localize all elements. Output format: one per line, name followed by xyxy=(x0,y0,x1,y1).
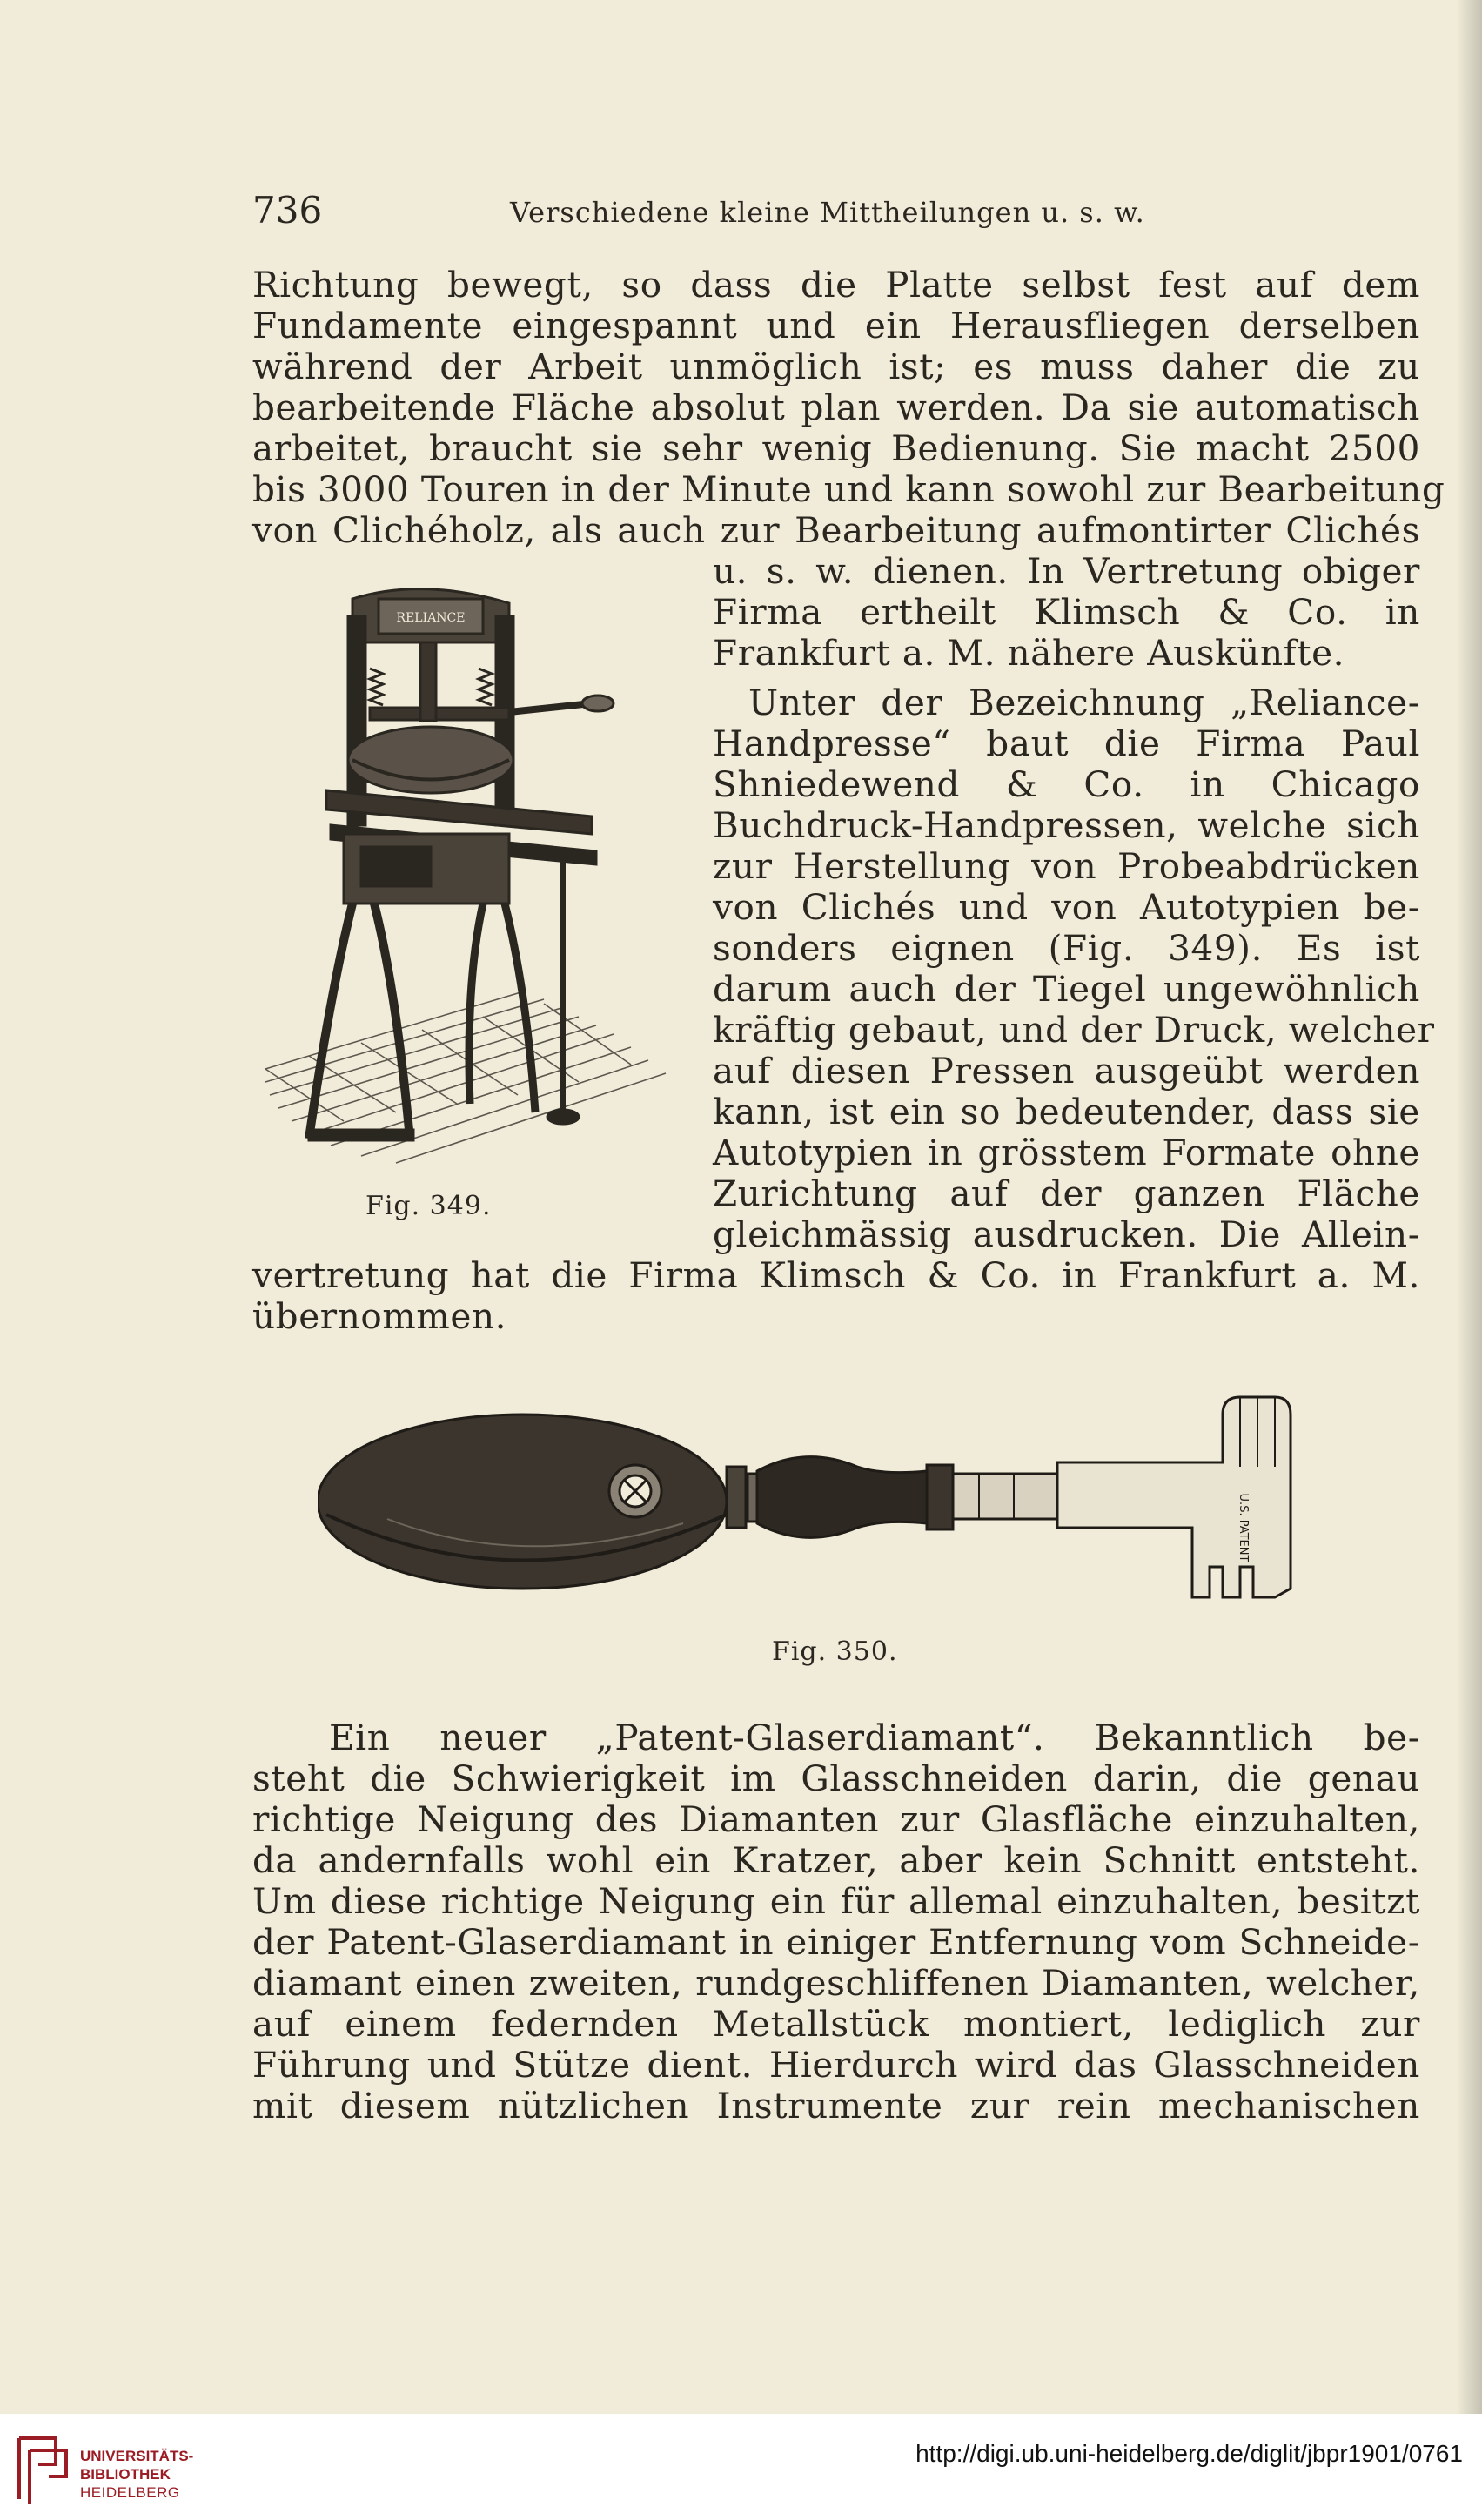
text-line: darum auch der Tiegel ungewöhnlich xyxy=(713,968,1420,1010)
text-line: der Patent-Glaserdiamant in einiger Entfernung vom Schneide- xyxy=(252,1921,1420,1963)
figure-350-glass-diamond-illustration xyxy=(318,1362,1345,1615)
text-line: da andernfalls wohl ein Kratzer, aber kein Schnitt entsteht. xyxy=(252,1839,1420,1881)
logo-line-2: BIBLIOTHEK xyxy=(80,2466,171,2483)
text-line: Richtung bewegt, so dass die Platte selbst fest auf dem xyxy=(252,264,1420,306)
text-line: kräftig gebaut, und der Druck, welcher xyxy=(713,1009,1435,1051)
text-line: Shniedewend & Co. in Chicago xyxy=(713,763,1420,805)
page-edge-shadow xyxy=(1456,0,1482,2414)
text-line: Firma ertheilt Klimsch & Co. in xyxy=(713,591,1420,633)
text-line: sonders eignen (Fig. 349). Es ist xyxy=(713,927,1420,969)
text-line: Um diese richtige Neigung ein für allemal einzuhalten, besitzt xyxy=(252,1880,1420,1922)
text-line: während der Arbeit unmöglich ist; es muss daher die zu xyxy=(252,346,1420,387)
text-line: kann, ist ein so bedeutender, dass sie xyxy=(713,1091,1420,1132)
diamond-handle-mark: U.S. PATENT xyxy=(1237,1493,1250,1562)
text-line: Ein neuer „Patent-Glaserdiamant“. Bekanntlich be- xyxy=(329,1717,1420,1758)
text-line: zur Herstellung von Probeabdrücken xyxy=(713,845,1420,887)
figure-349-caption: Fig. 349. xyxy=(365,1191,492,1221)
text-line: diamant einen zweiten, rundgeschliffenen Diamanten, welcher, xyxy=(252,1962,1420,2004)
figure-350-caption: Fig. 350. xyxy=(772,1636,898,1667)
running-head: Verschiedene kleine Mittheilungen u. s. w. xyxy=(510,196,1145,229)
logo-line-1: UNIVERSITÄTS- xyxy=(80,2448,194,2464)
text-line: Frankfurt a. M. nähere Auskünfte. xyxy=(713,632,1345,674)
text-line: auf diesen Pressen ausgeübt werden xyxy=(713,1050,1420,1092)
text-line: bearbeitende Fläche absolut plan werden. Da sie automatisch xyxy=(252,386,1420,428)
footer-bar xyxy=(0,2414,1482,2520)
text-line: Handpresse“ baut die Firma Paul xyxy=(713,722,1420,764)
logo-text xyxy=(80,2447,193,2502)
logo-line-3: HEIDELBERG xyxy=(80,2484,180,2501)
library-emblem-icon xyxy=(12,2429,73,2508)
text-line: bis 3000 Touren in der Minute und kann sowohl zur Bearbeitung xyxy=(252,468,1445,510)
figure-349-hand-press-illustration xyxy=(248,581,692,1165)
text-line: arbeitet, braucht sie sehr wenig Bedienung. Sie macht 2500 xyxy=(252,427,1420,469)
text-line: vertretung hat die Firma Klimsch & Co. in Frankfurt a. M. xyxy=(252,1254,1420,1296)
text-line: von Clichés und von Autotypien be- xyxy=(713,886,1420,928)
text-line: Führung und Stütze dient. Hierdurch wird das Glasschneiden xyxy=(252,2044,1420,2086)
text-line: auf einem federnden Metallstück montiert, lediglich zur xyxy=(252,2003,1420,2045)
page-number: 736 xyxy=(252,189,323,232)
page-header xyxy=(252,189,1418,241)
text-line: von Clichéholz, als auch zur Bearbeitung aufmontirter Clichés xyxy=(252,509,1420,551)
press-nameplate: RELIANCE xyxy=(396,611,466,625)
text-line: übernommen. xyxy=(252,1295,507,1337)
text-line: gleichmässig ausdrucken. Die Allein- xyxy=(713,1213,1420,1255)
text-line: Fundamente eingespannt und ein Herausfliegen derselben xyxy=(252,305,1420,346)
university-library-logo[interactable] xyxy=(12,2429,230,2508)
text-line: Unter der Bezeichnung „Reliance- xyxy=(748,682,1420,723)
text-line: Zurichtung auf der ganzen Fläche xyxy=(713,1173,1420,1214)
text-line: u. s. w. dienen. In Vertretung obiger xyxy=(713,550,1420,592)
text-line: steht die Schwierigkeit im Glasschneiden darin, die genau xyxy=(252,1757,1420,1799)
text-line: mit diesem nützlichen Instrumente zur rein mechanischen xyxy=(252,2085,1420,2127)
text-line: Buchdruck-Handpressen, welche sich xyxy=(713,804,1420,846)
text-line: Autotypien in grösstem Formate ohne xyxy=(713,1132,1420,1173)
permalink-url[interactable]: http://digi.ub.uni-heidelberg.de/diglit/jbpr1901/0761 xyxy=(915,2440,1463,2467)
text-line: richtige Neigung des Diamanten zur Glasfläche einzuhalten, xyxy=(252,1798,1420,1840)
